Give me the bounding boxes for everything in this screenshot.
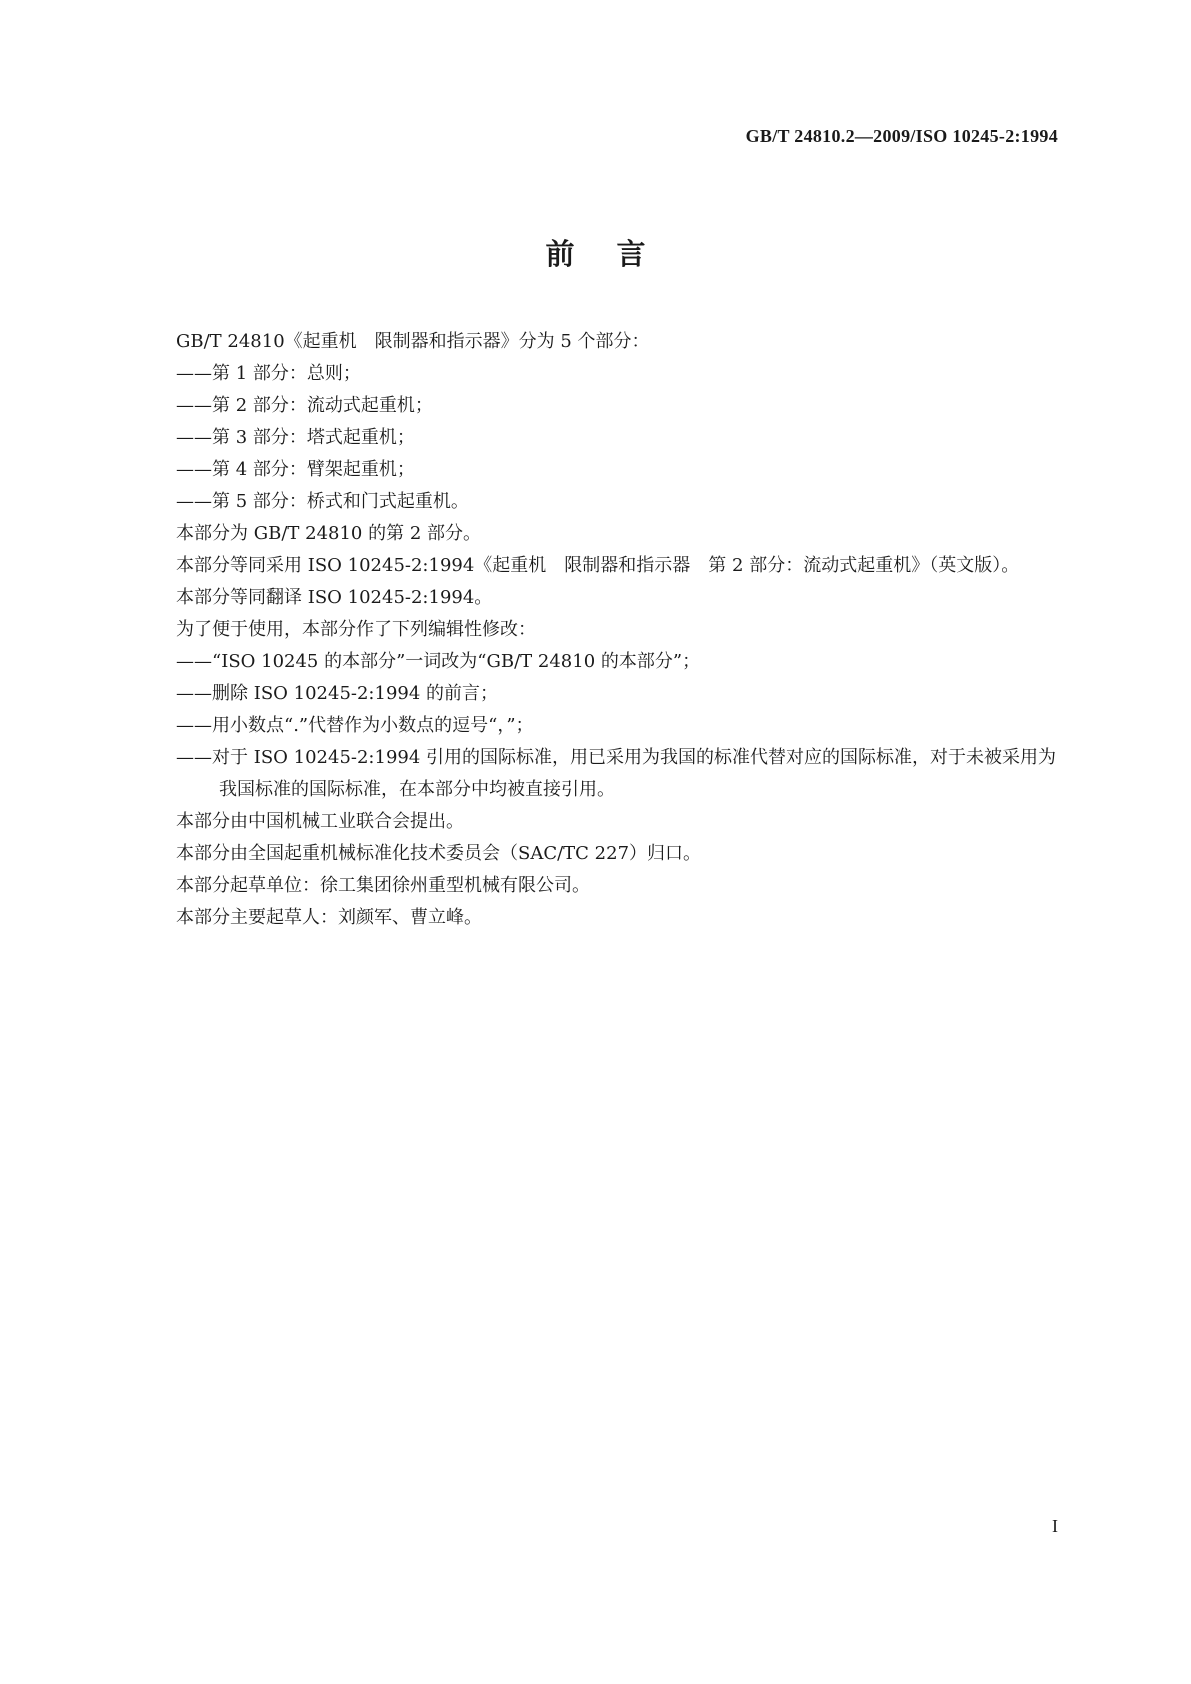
- edit-list-item: ——用小数点“.”代替作为小数点的逗号“，”；: [176, 715, 534, 736]
- part-list-item: ——第 4 部分：臂架起重机；: [176, 459, 415, 480]
- centralized-by-paragraph: 本部分由全国起重机械标准化技术委员会（SAC/TC 227）归口。: [176, 843, 702, 864]
- drafters-paragraph: 本部分主要起草人：刘颜军、曹立峰。: [176, 907, 482, 928]
- edit-intro-paragraph: 为了便于使用，本部分作了下列编辑性修改：: [176, 619, 536, 640]
- part-list-item: ——第 2 部分：流动式起重机；: [176, 395, 433, 416]
- drafting-unit-paragraph: 本部分起草单位：徐工集团徐州重型机械有限公司。: [176, 875, 590, 896]
- adoption-paragraph: 本部分等同采用 ISO 10245-2:1994《起重机 限制器和指示器 第 2 部分：流动式起重机》（英文版）。: [176, 555, 1020, 576]
- edit-list-item: ——删除 ISO 10245-2:1994 的前言；: [176, 683, 499, 704]
- part-list-item: ——第 5 部分：桥式和门式起重机。: [176, 491, 469, 512]
- foreword-body: [133, 326, 1063, 934]
- proposed-by-paragraph: 本部分由中国机械工业联合会提出。: [176, 811, 464, 832]
- this-part-paragraph: 本部分为 GB/T 24810 的第 2 部分。: [176, 523, 481, 544]
- intro-paragraph: GB/T 24810《起重机 限制器和指示器》分为 5 个部分：: [176, 331, 650, 352]
- part-list-item: ——第 3 部分：塔式起重机；: [176, 427, 415, 448]
- page-number: I: [1052, 1516, 1058, 1536]
- edit-list-item: ——对于 ISO 10245-2:1994 引用的国际标准，用已采用为我国的标准代替对应的国际标准，对于未被采用为我国标准的国际标准，在本部分中均被直接引用。: [176, 747, 1057, 800]
- translation-paragraph: 本部分等同翻译 ISO 10245-2:1994。: [176, 587, 493, 608]
- page-title: 前言: [545, 237, 688, 271]
- part-list-item: ——第 1 部分：总则；: [176, 363, 361, 384]
- edit-list-item: ——“ISO 10245 的本部分”一词改为“GB/T 24810 的本部分”；: [176, 651, 701, 672]
- standard-code: GB/T 24810.2—2009/ISO 10245-2:1994: [745, 126, 1058, 146]
